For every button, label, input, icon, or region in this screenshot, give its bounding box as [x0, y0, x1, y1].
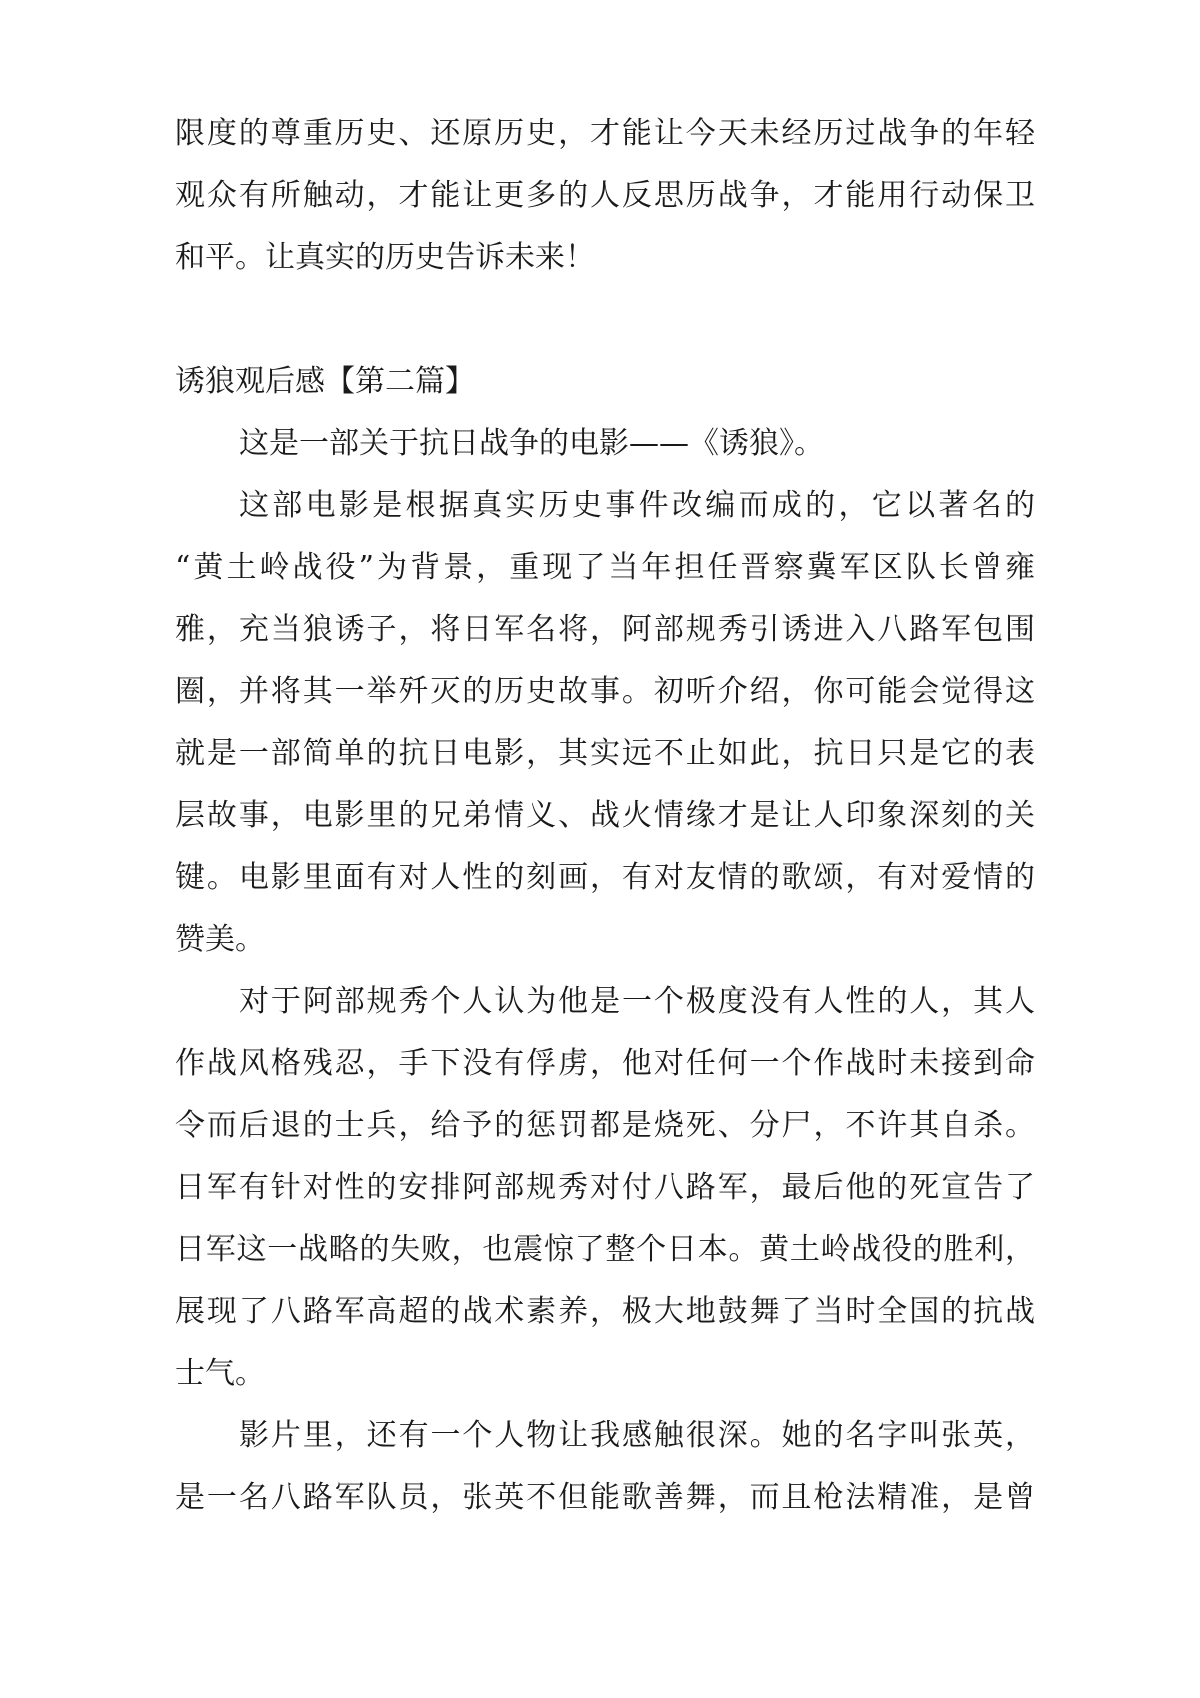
intro-line: 限度的尊重历史、还原历史，才能让今天未经历过战争的年轻 [175, 116, 1035, 151]
paragraph-line: 圈，并将其一举歼灭的历史故事。初听介绍，你可能会觉得这 [175, 674, 1035, 709]
paragraph-line: 影片里，还有一个人物让我感触很深。她的名字叫张英， [239, 1418, 1035, 1453]
paragraph-line: “黄土岭战役”为背景，重现了当年担任晋察冀军区队长曾雍 [175, 550, 1035, 585]
paragraph-line: 层故事，电影里的兄弟情义、战火情缘才是让人印象深刻的关 [175, 798, 1035, 833]
paragraph-line: 这部电影是根据真实历史事件改编而成的，它以著名的 [239, 488, 1035, 523]
paragraph-line: 日军有针对性的安排阿部规秀对付八路军，最后他的死宣告了 [175, 1170, 1035, 1205]
section-heading: 诱狼观后感【第二篇】 [175, 364, 475, 399]
intro-line: 和平。让真实的历史告诉未来！ [175, 240, 595, 275]
paragraph-line: 士气。 [175, 1356, 265, 1391]
paragraph-line: 赞美。 [175, 922, 265, 957]
paragraph-line: 雅，充当狼诱子，将日军名将，阿部规秀引诱进入八路军包围 [175, 612, 1035, 647]
paragraph-line: 是一名八路军队员，张英不但能歌善舞，而且枪法精准，是曾 [175, 1480, 1035, 1515]
paragraph-line: 令而后退的士兵，给予的惩罚都是烧死、分尸，不许其自杀。 [175, 1108, 1035, 1143]
paragraph-line: 展现了八路军高超的战术素养，极大地鼓舞了当时全国的抗战 [175, 1294, 1035, 1329]
paragraph-line: 就是一部简单的抗日电影，其实远不止如此，抗日只是它的表 [175, 736, 1035, 771]
paragraph-line: 作战风格残忍，手下没有俘虏，他对任何一个作战时未接到命 [175, 1046, 1035, 1081]
paragraph-line: 对于阿部规秀个人认为他是一个极度没有人性的人，其人 [239, 984, 1035, 1019]
paragraph-line: 日军这一战略的失败，也震惊了整个日本。黄土岭战役的胜利， [175, 1232, 1035, 1267]
intro-line: 观众有所触动，才能让更多的人反思历战争，才能用行动保卫 [175, 178, 1035, 213]
paragraph-line: 这是一部关于抗日战争的电影——《诱狼》。 [239, 426, 824, 461]
paragraph-line: 键。电影里面有对人性的刻画，有对友情的歌颂，有对爱情的 [175, 860, 1035, 895]
